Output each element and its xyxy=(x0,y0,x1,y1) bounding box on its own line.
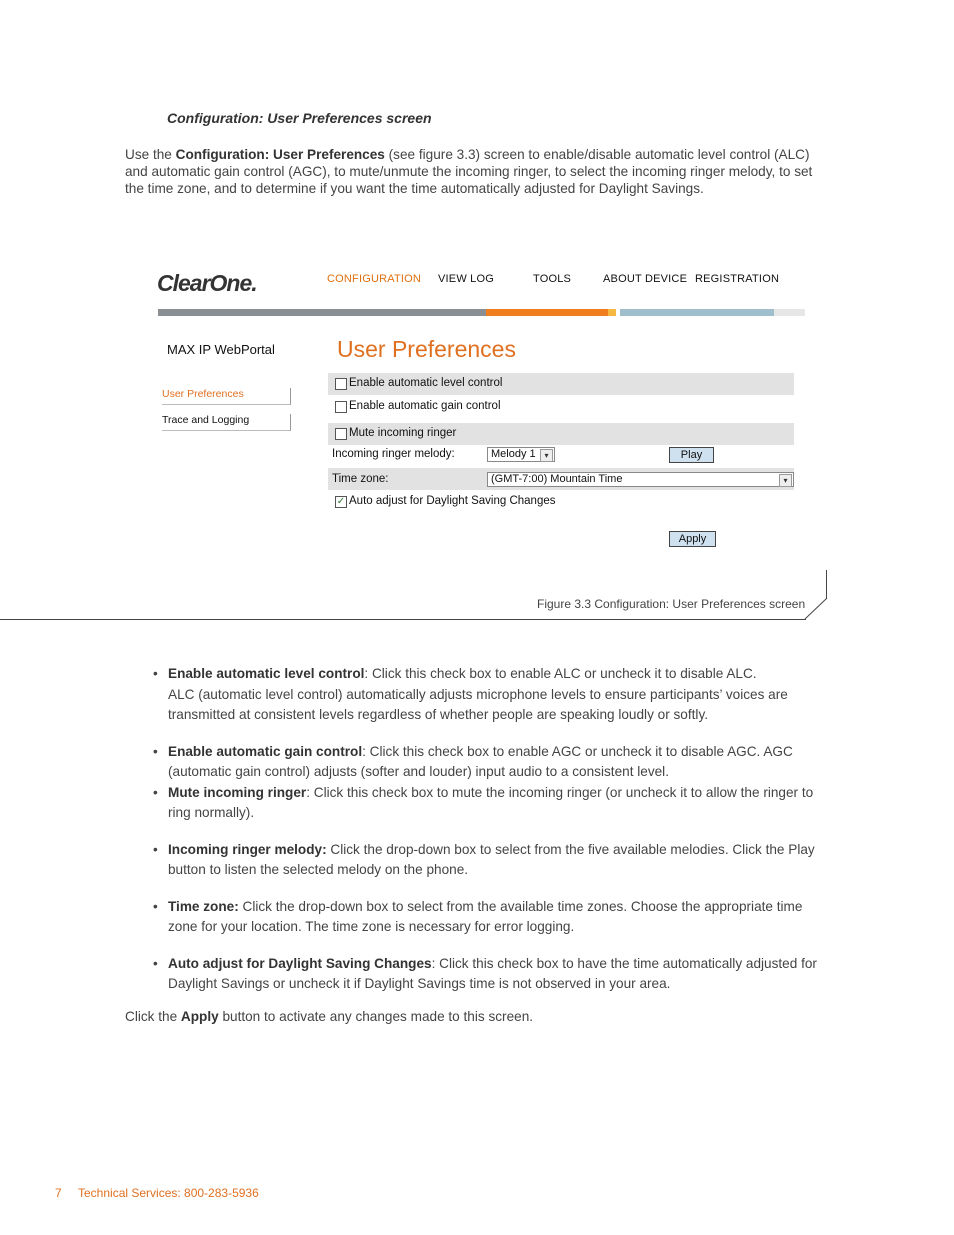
dst-label: Auto adjust for Daylight Saving Changes xyxy=(349,495,556,507)
sidebar-item-user-preferences[interactable]: User Preferences xyxy=(162,388,291,405)
chevron-down-icon: ▾ xyxy=(779,474,792,487)
header-bar-gray xyxy=(158,309,486,316)
alc-label: Enable automatic level control xyxy=(349,377,503,389)
footer-text: Technical Services: 800-283-5936 xyxy=(78,1186,259,1200)
caption-frame-diagonal xyxy=(803,597,829,621)
bullet-list xyxy=(153,664,833,995)
section-heading: Configuration: User Preferences screen xyxy=(167,110,432,126)
chevron-down-icon: ▾ xyxy=(540,449,553,462)
closing-paragraph: Click the Apply button to activate any changes made to this screen. xyxy=(125,1009,534,1024)
dst-checkbox[interactable]: ✓ xyxy=(336,496,346,507)
agc-label: Enable automatic gain control xyxy=(349,400,501,412)
nav-view-log[interactable]: VIEW LOG xyxy=(438,273,494,285)
list-item: • Mute incoming ringer: Click this check box to mute the incoming ringer (or uncheck it to allow the ringer to ring normally). xyxy=(153,783,833,824)
portal-title: MAX IP WebPortal xyxy=(167,342,275,357)
list-item: • Enable automatic gain control: Click this check box to enable AGC or uncheck it to disable AGC. AGC (automatic gain control) adjusts (softer and louder) input audio to a consistent level. xyxy=(153,742,833,783)
header-bar-light xyxy=(774,309,805,316)
header-bar-orange xyxy=(486,309,608,316)
page-title: User Preferences xyxy=(337,336,516,362)
tz-value: (GMT-7:00) Mountain Time xyxy=(491,473,623,485)
nav-configuration[interactable]: CONFIGURATION xyxy=(327,273,422,285)
play-button[interactable]: Play xyxy=(669,447,714,463)
caption-rule xyxy=(0,619,806,620)
tz-label: Time zone: xyxy=(332,473,389,485)
nav-registration[interactable]: REGISTRATION xyxy=(695,273,780,285)
list-item: • Auto adjust for Daylight Saving Changes: Click this check box to have the time automatically adjusted for Daylight Savings or uncheck it if Daylight Savings time is not observed in your area. xyxy=(153,954,833,995)
melody-value: Melody 1 xyxy=(491,448,536,460)
caption-frame-vertical xyxy=(826,570,827,599)
agc-checkbox[interactable] xyxy=(335,401,347,413)
melody-label: Incoming ringer melody: xyxy=(332,448,455,460)
melody-select[interactable] xyxy=(487,447,555,462)
alc-checkbox[interactable] xyxy=(335,378,347,390)
mute-checkbox[interactable] xyxy=(335,428,347,440)
header-bar-blue xyxy=(620,309,774,316)
mute-label: Mute incoming ringer xyxy=(349,427,457,439)
nav-about-device[interactable]: ABOUT DEVICE xyxy=(603,273,688,285)
figure-caption: Figure 3.3 Configuration: User Preferences screen xyxy=(537,597,806,611)
page-number: 7 xyxy=(55,1186,62,1200)
list-item: • Time zone: Click the drop-down box to select from the available time zones. Choose the appropriate time zone for your location. The time zone is necessary for error logging. xyxy=(153,897,833,938)
list-item: • Incoming ringer melody: Click the drop-down box to select from the five available melodies. Click the Play button to listen the selected melody on the phone. xyxy=(153,840,833,881)
sidebar-item-trace-and-logging[interactable]: Trace and Logging xyxy=(162,414,291,431)
list-item: • Enable automatic level control: Click this check box to enable ALC or uncheck it to disable ALC. ALC (automatic level control) automatically adjusts microphone levels to ensure participants’ voices are transmitted at consistent levels regardless of whether people are speaking loudly or softly. xyxy=(153,664,833,726)
header-bar-yellow xyxy=(608,309,616,316)
clearone-logo: ClearOne. xyxy=(157,270,257,296)
apply-button[interactable]: Apply xyxy=(669,531,716,547)
intro-paragraph: Use the Configuration: User Preferences (see figure 3.3) screen to enable/disable automatic level control (ALC) and automatic gain control (AGC), to mute/unmute the incoming ringer, to select the incoming ringer melody, to set the time zone, and to determine if you want the time automatically adjusted for Daylight Savings. xyxy=(125,147,813,196)
tz-select[interactable] xyxy=(487,472,794,487)
nav-tools[interactable]: TOOLS xyxy=(533,273,572,285)
